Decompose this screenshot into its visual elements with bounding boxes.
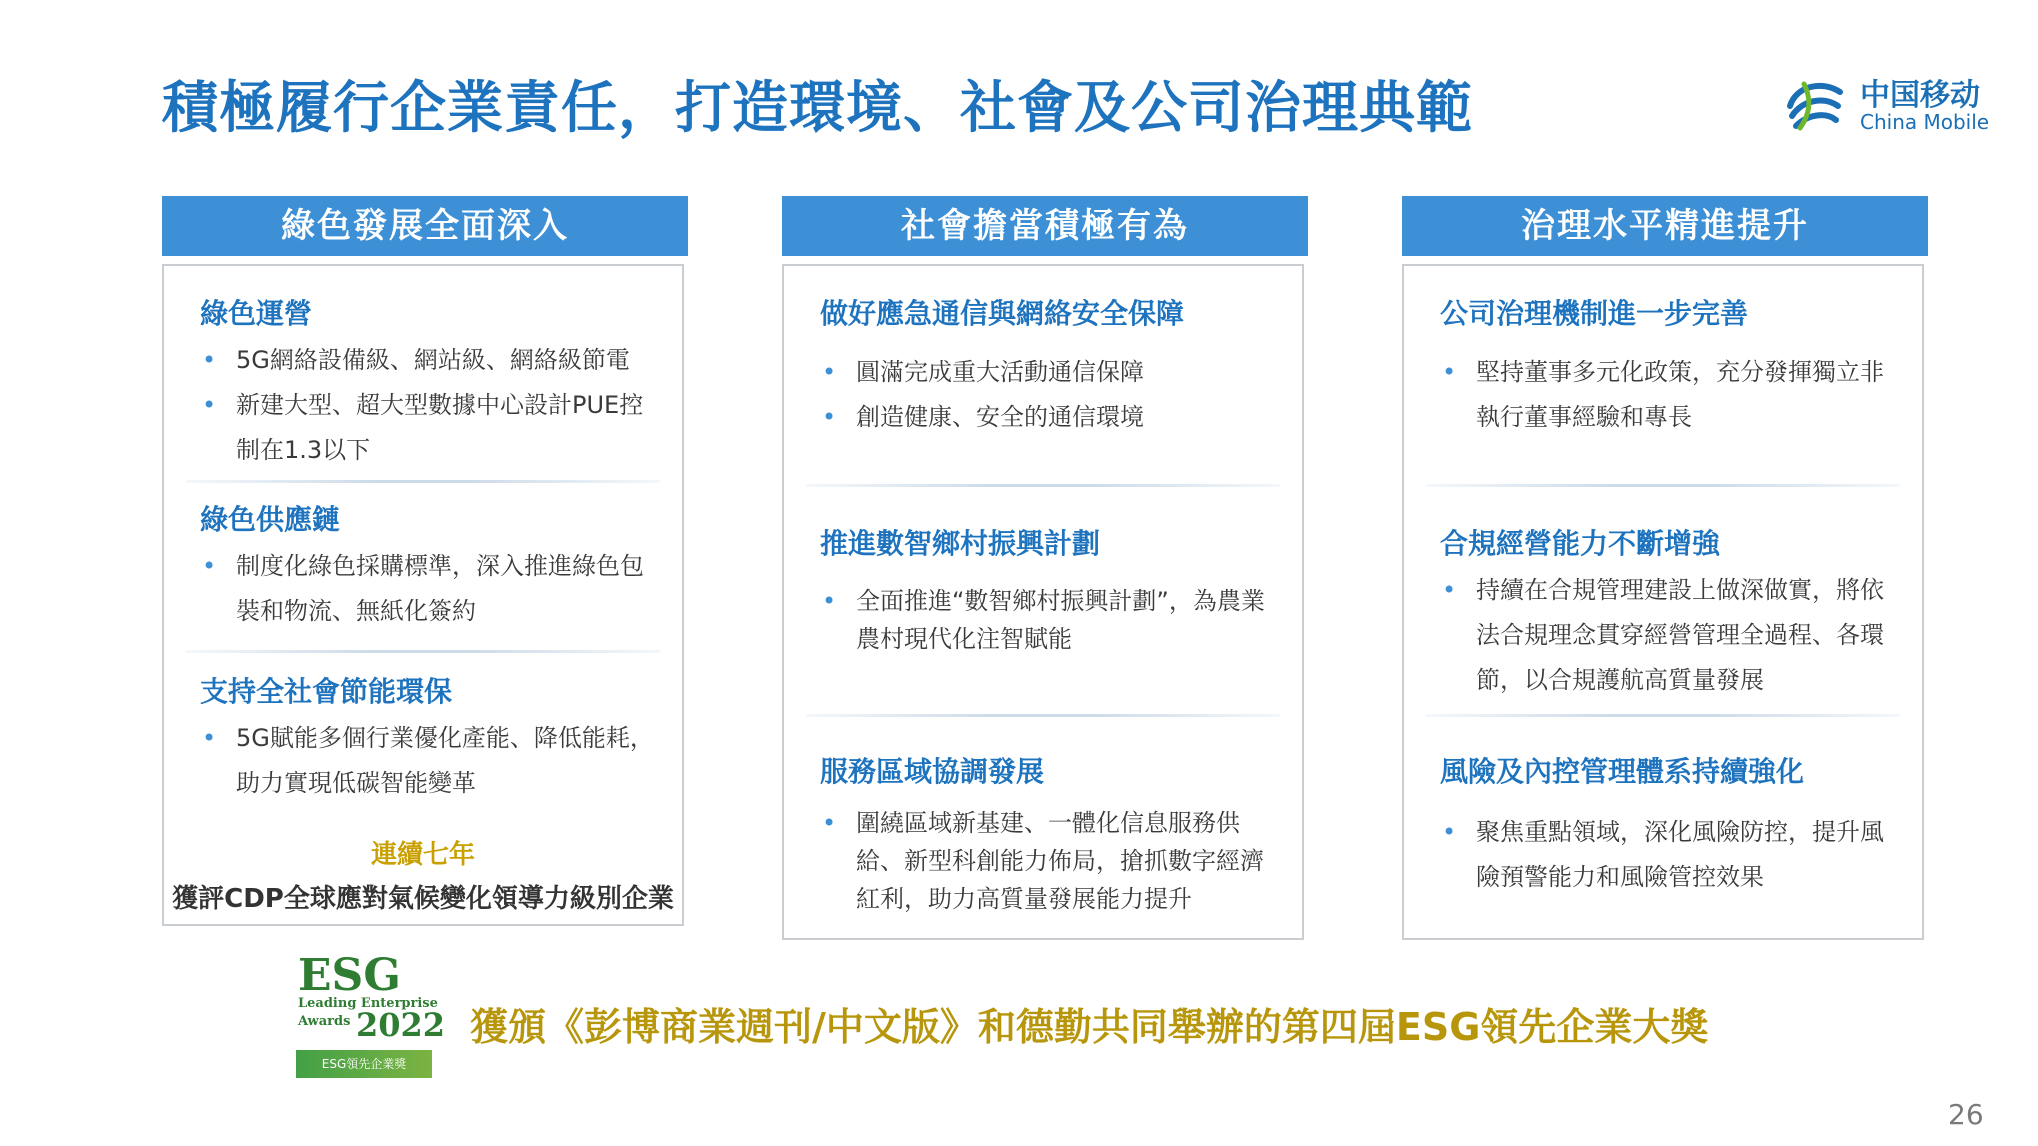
column-box [1402, 264, 1924, 940]
bullet-list [200, 544, 666, 634]
bullet-list [1440, 568, 1906, 703]
column-header: 治理水平精進提升 [1402, 196, 1928, 256]
bullet-list [1440, 810, 1906, 900]
esg-logo-year: 2022 [356, 1006, 446, 1044]
column-governance [1402, 196, 1928, 891]
china-mobile-logo [1782, 66, 1990, 138]
bullet-item: • 圓滿完成重大活動通信保障 [820, 350, 1286, 395]
section-divider [1426, 714, 1900, 717]
section-divider [1426, 484, 1900, 487]
award-text: 獲評CDP全球應對氣候變化領導力級別企業 [172, 884, 674, 914]
section-divider [186, 650, 660, 653]
bullet-item: • 全面推進“數智鄉村振興計劃”，為農業農村現代化注智賦能 [820, 582, 1286, 658]
section-title: 公司治理機制進一步完善 [1440, 297, 1749, 330]
logo-en-text: China Mobile [1860, 110, 1990, 134]
column-green-development [162, 196, 688, 914]
column-box [162, 264, 684, 926]
bullet-item: • 聚焦重點領域，深化風險防控，提升風險預警能力和風險管控效果 [1440, 810, 1906, 900]
award-banner: 獲頒《彭博商業週刊/中文版》和德勤共同舉辦的第四屆ESG領先企業大獎 [470, 1005, 1709, 1049]
esg-logo-text: ESG [298, 950, 401, 1001]
section-emergency-comms [820, 292, 1286, 440]
bullet-list [200, 338, 666, 473]
section-divider [806, 714, 1280, 717]
section-rural-revitalization [820, 522, 1286, 658]
section-corporate-governance [1440, 292, 1906, 440]
esg-logo-line2: Awards [298, 1014, 351, 1029]
column-header: 綠色發展全面深入 [162, 196, 688, 256]
bullet-item: • 5G賦能多個行業優化產能、降低能耗，助力實現低碳智能變革 [200, 716, 666, 806]
section-title: 合規經營能力不斷增強 [1440, 527, 1721, 560]
bullet-item: • 圍繞區域新基建、一體化信息服務供給、新型科創能力佈局，搶抓數字經濟紅利，助力高質量發展能力提升 [820, 804, 1286, 918]
bullet-list [820, 804, 1286, 918]
esg-logo-line1: Leading Enterprise [298, 996, 438, 1011]
column-box [782, 264, 1304, 940]
bullet-item: • 持續在合規管理建設上做深做實，將依法合規理念貫穿經營管理全過程、各環節，以合規護航高質量發展 [1440, 568, 1906, 703]
section-green-operations [200, 292, 666, 473]
bullet-item: • 堅持董事多元化政策，充分發揮獨立非執行董事經驗和專長 [1440, 350, 1906, 440]
bullet-item: • 創造健康、安全的通信環境 [820, 395, 1286, 440]
section-green-supply-chain [200, 498, 666, 634]
section-divider [806, 484, 1280, 487]
esg-logo-bar: ESG領先企業獎 [296, 1050, 432, 1078]
section-title: 綠色運營 [200, 297, 313, 330]
section-title: 做好應急通信與網絡安全保障 [820, 297, 1185, 330]
page-number: 26 [1948, 1098, 1984, 1131]
section-title: 綠色供應鏈 [200, 503, 341, 536]
bullet-list [820, 582, 1286, 658]
section-risk-control [1440, 750, 1906, 900]
column-social-responsibility [782, 196, 1308, 913]
section-title: 服務區域協調發展 [820, 755, 1045, 788]
bullet-item: • 5G網絡設備級、網站級、網絡級節電 [200, 338, 666, 383]
section-divider [186, 480, 660, 483]
section-compliance [1440, 522, 1906, 703]
section-title: 支持全社會節能環保 [200, 675, 453, 708]
section-title: 風險及內控管理體系持續強化 [1440, 755, 1805, 788]
bullet-item: • 新建大型、超大型數據中心設計PUE控制在1.3以下 [200, 383, 666, 473]
bullet-list [820, 350, 1286, 440]
column-header: 社會擔當積極有為 [782, 196, 1308, 256]
section-regional-development [820, 750, 1286, 918]
china-mobile-logo-icon [1782, 70, 1848, 136]
section-energy-saving [200, 670, 666, 806]
bullet-list [200, 716, 666, 806]
bullet-list [1440, 350, 1906, 440]
section-title: 推進數智鄉村振興計劃 [820, 527, 1101, 560]
award-subtitle: 連續七年 [370, 840, 475, 870]
page-title: 積極履行企業責任，打造環境、社會及公司治理典範 [162, 76, 1473, 141]
logo-cn-text: 中国移动 [1860, 78, 1980, 113]
esg-award-logo [296, 950, 446, 1080]
bullet-item: • 制度化綠色採購標準，深入推進綠色包裝和物流、無紙化簽約 [200, 544, 666, 634]
